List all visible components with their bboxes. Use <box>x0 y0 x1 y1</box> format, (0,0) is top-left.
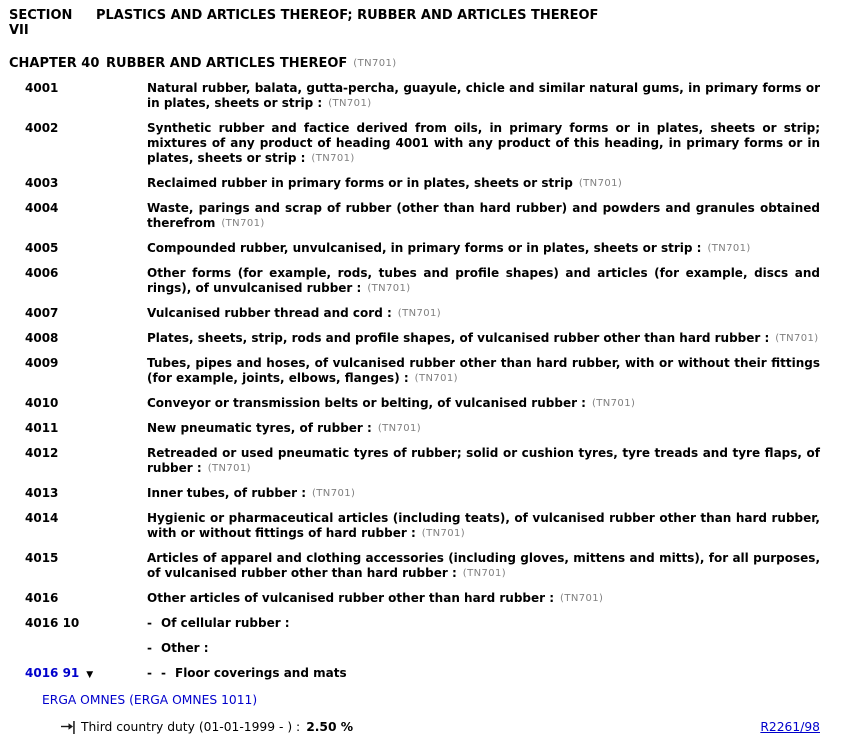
heading-code: 4002 <box>25 121 59 135</box>
heading-code: 4016 <box>25 591 59 605</box>
heading-row <box>25 81 820 111</box>
heading-description <box>147 591 820 606</box>
heading-row <box>25 511 820 541</box>
measure-row <box>60 719 820 735</box>
heading-text: Reclaimed rubber in primary forms or in plates, sheets or strip <box>147 176 573 190</box>
expand-arrow-icon[interactable]: ▼ <box>86 670 94 680</box>
heading-row <box>25 201 820 231</box>
heading-code: 4015 <box>25 551 59 565</box>
footnote-ref[interactable]: (TN701) <box>775 333 819 344</box>
heading-description <box>147 266 820 296</box>
heading-text: Synthetic rubber and factice derived from oils, in primary forms or in plates, sheets or strip; mixtures of any product of heading 4001 with any product of this heading, in primary forms or in plates, sheets or strip : <box>147 121 820 165</box>
footnote-ref[interactable]: (TN701) <box>578 178 623 189</box>
heading-text: Other forms (for example, rods, tubes and profile shapes) and articles (for example, discs and rings), of unvulcanised rubber : <box>147 266 820 295</box>
heading-description <box>147 121 820 166</box>
heading-code-cell <box>25 266 147 296</box>
heading-description <box>147 421 820 436</box>
footnote-ref[interactable]: (TN701) <box>328 98 372 109</box>
heading-code: 4008 <box>25 331 59 345</box>
section-title: PLASTICS AND ARTICLES THEREOF; RUBBER AND ARTICLES THEREOF <box>96 8 599 23</box>
heading-row <box>25 591 820 606</box>
regulation-link[interactable]: R2261/98 <box>760 720 820 734</box>
heading-description <box>147 666 820 683</box>
footnote-ref[interactable]: (TN701) <box>707 243 751 254</box>
footnote-ref[interactable]: (TN701) <box>421 528 466 539</box>
heading-row <box>25 121 820 166</box>
measure-duty-value: 2.50 % <box>306 720 354 734</box>
heading-description <box>147 81 820 111</box>
heading-code-cell <box>25 421 147 436</box>
heading-code: 4014 <box>25 511 59 525</box>
measure-geo-area <box>42 693 843 708</box>
indent-dash: - <box>147 616 152 630</box>
footnote-ref[interactable]: (TN701) <box>377 423 422 434</box>
heading-code: 4010 <box>25 396 59 410</box>
heading-description <box>147 306 820 321</box>
heading-description <box>147 331 820 346</box>
heading-code-cell <box>25 306 147 321</box>
heading-description <box>147 241 820 256</box>
footnote-ref[interactable]: (TN701) <box>591 398 636 409</box>
heading-code-cell <box>25 641 147 656</box>
footnote-ref[interactable]: (TN701) <box>207 463 251 474</box>
heading-text: Conveyor or transmission belts or belting, of vulcanised rubber : <box>147 396 586 410</box>
heading-code-cell <box>25 511 147 541</box>
heading-code-cell <box>25 551 147 581</box>
geo-area-label: ERGA OMNES (ERGA OMNES 1011) <box>42 693 258 707</box>
heading-text: Plates, sheets, strip, rods and profile shapes, of vulcanised rubber other than hard rubber : <box>147 331 770 345</box>
heading-row <box>25 306 820 321</box>
heading-code-cell <box>25 176 147 191</box>
heading-code-cell <box>25 446 147 476</box>
heading-row <box>25 176 820 191</box>
heading-description <box>147 511 820 541</box>
indent-dash: - <box>147 641 152 655</box>
heading-code-cell <box>25 331 147 346</box>
heading-row <box>25 641 820 656</box>
heading-row <box>25 486 820 501</box>
heading-code-cell <box>25 121 147 166</box>
measure-arrow-to-bar-icon <box>60 721 76 734</box>
heading-row <box>25 266 820 296</box>
taric-nomenclature-page <box>0 8 843 735</box>
footnote-ref[interactable]: (TN701) <box>560 593 604 604</box>
heading-text: Articles of apparel and clothing accessories (including gloves, mittens and mitts), for all purposes, of vulcanised rubber other than hard rubber : <box>147 551 820 580</box>
heading-code: 4011 <box>25 421 59 435</box>
footnote-ref[interactable]: (TN701) <box>353 58 397 69</box>
heading-description <box>147 616 820 631</box>
measure-label: Third country duty (01-01-1999 - ) : <box>81 720 301 734</box>
heading-description <box>147 176 820 191</box>
heading-text: Other articles of vulcanised rubber other than hard rubber : <box>147 591 555 605</box>
heading-code: 4004 <box>25 201 59 215</box>
heading-row <box>25 551 820 581</box>
heading-row <box>25 241 820 256</box>
heading-code-cell <box>25 591 147 606</box>
heading-text: Vulcanised rubber thread and cord : <box>147 306 392 320</box>
heading-code-cell <box>25 356 147 386</box>
heading-row <box>25 356 820 386</box>
heading-code-link[interactable]: 4016 91 <box>25 666 80 680</box>
heading-code: 4006 <box>25 266 59 280</box>
heading-text: Retreaded or used pneumatic tyres of rubber; solid or cushion tyres, tyre treads and tyre flaps, of rubber : <box>147 446 820 475</box>
footnote-ref[interactable]: (TN701) <box>312 488 356 499</box>
footnote-ref[interactable]: (TN701) <box>221 218 265 229</box>
heading-row <box>25 331 820 346</box>
chapter-title: RUBBER AND ARTICLES THEREOF (TN701) <box>106 56 397 71</box>
chapter-header <box>9 56 843 71</box>
heading-code: 4016 10 <box>25 616 80 630</box>
section-header <box>9 8 843 38</box>
footnote-ref[interactable]: (TN701) <box>462 568 507 579</box>
heading-description <box>147 356 820 386</box>
chapter-label: CHAPTER 40 <box>9 56 100 71</box>
heading-code-cell <box>25 396 147 411</box>
heading-description <box>147 551 820 581</box>
heading-code: 4007 <box>25 306 59 320</box>
heading-text: Of cellular rubber : <box>161 616 290 630</box>
heading-text: Compounded rubber, unvulcanised, in primary forms or in plates, sheets or strip : <box>147 241 702 255</box>
indent-dash: - <box>147 666 152 680</box>
heading-description <box>147 201 820 231</box>
heading-code: 4013 <box>25 486 59 500</box>
heading-text: Inner tubes, of rubber : <box>147 486 306 500</box>
footnote-ref[interactable]: (TN701) <box>311 153 355 164</box>
heading-row <box>25 616 820 631</box>
footnote-ref[interactable]: (TN701) <box>367 283 411 294</box>
heading-text: Natural rubber, balata, gutta-percha, guayule, chicle and similar natural gums, in primary forms or in plates, sheets or strip : <box>147 81 820 110</box>
heading-text: Other : <box>161 641 209 655</box>
heading-description <box>147 396 820 411</box>
heading-code: 4001 <box>25 81 59 95</box>
heading-text: Tubes, pipes and hoses, of vulcanised rubber other than hard rubber, with or without their fittings (for example, joints, elbows, flanges) : <box>147 356 820 385</box>
heading-code-cell <box>25 201 147 231</box>
heading-description <box>147 486 820 501</box>
heading-row <box>25 396 820 411</box>
heading-code: 4012 <box>25 446 59 460</box>
indent-dash: - <box>161 666 166 680</box>
headings-list <box>0 81 843 683</box>
footnote-ref[interactable]: (TN701) <box>414 373 458 384</box>
heading-description <box>147 641 820 656</box>
heading-code-cell <box>25 486 147 501</box>
heading-row <box>25 446 820 476</box>
footnote-ref[interactable]: (TN701) <box>397 308 442 319</box>
heading-description <box>147 446 820 476</box>
heading-code-cell <box>25 616 147 631</box>
heading-code-cell <box>25 666 147 683</box>
heading-code: 4009 <box>25 356 59 370</box>
heading-text: Hygienic or pharmaceutical articles (including teats), of vulcanised rubber other than hard rubber, with or without fittings of hard rubber : <box>147 511 820 540</box>
heading-row <box>25 421 820 436</box>
heading-code-cell <box>25 241 147 256</box>
heading-code: 4005 <box>25 241 59 255</box>
section-label: SECTION VII <box>9 8 73 38</box>
heading-text: Waste, parings and scrap of rubber (other than hard rubber) and powders and granules obtained therefrom <box>147 201 820 230</box>
heading-code-cell <box>25 81 147 111</box>
heading-code: 4003 <box>25 176 59 190</box>
heading-text: Floor coverings and mats <box>175 666 347 680</box>
heading-row <box>25 666 820 683</box>
heading-text: New pneumatic tyres, of rubber : <box>147 421 372 435</box>
